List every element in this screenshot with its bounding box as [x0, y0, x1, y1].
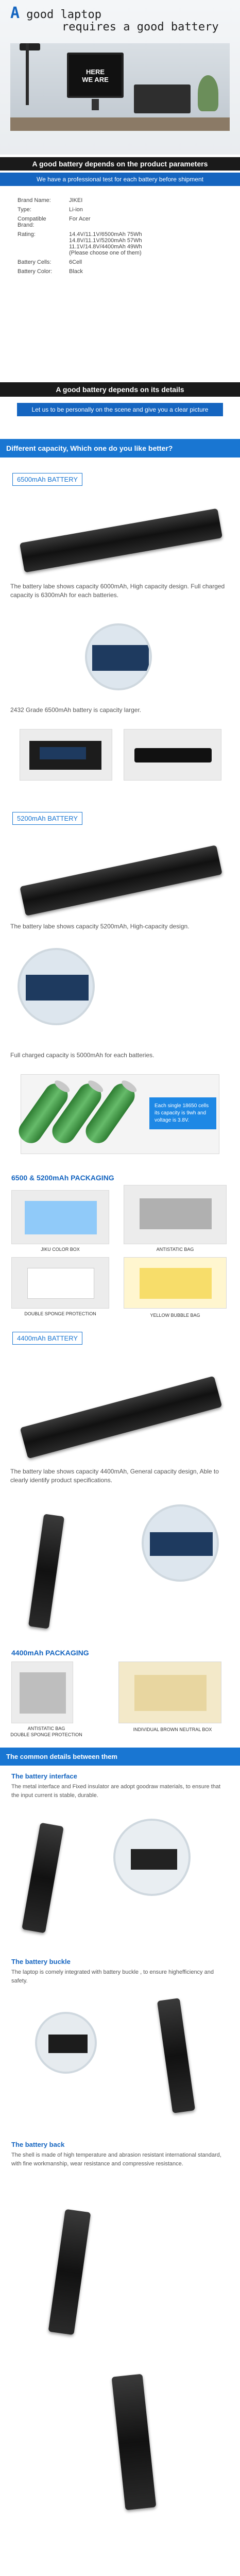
- monitor-image: [67, 53, 124, 98]
- buckle-text: The laptop is comely integrated with battery buckle , to ensure highefficiency and safety.: [11, 1969, 214, 1984]
- battery-5200-image: [20, 845, 222, 916]
- spec-table: [18, 196, 147, 276]
- spec-row: [18, 267, 147, 276]
- cells-text-6500: 2432 Grade 6500mAh battery is capacity larger.: [10, 706, 142, 714]
- plant-image: [198, 75, 218, 111]
- capacity-title: Different capacity, Which one do you like better?: [0, 439, 240, 457]
- packaging-title-2: 4400mAh PACKAGING: [11, 1649, 89, 1657]
- spec-key: Battery Color:: [18, 268, 53, 275]
- pkg2-item-1: ANTISTATIC BAG: [27, 1726, 65, 1731]
- spec-key: Compatible Brand:: [18, 216, 46, 228]
- spec-value: Black: [69, 268, 83, 275]
- pkg2-item-3: INDIVIDUAL BROWN NEUTRAL BOX: [133, 1727, 212, 1732]
- spec-value: JIKEI: [69, 197, 83, 204]
- buckle-zoom: [35, 2012, 97, 2074]
- monitor-text: HERE WE ARE: [82, 68, 109, 83]
- header-banner: [0, 0, 240, 155]
- pkg-item-4: YELLOW BUBBLE BAG: [150, 1313, 200, 1318]
- common-details-title: The common details between them: [0, 1748, 240, 1766]
- antistatic-bag-photo-2: [11, 1662, 73, 1723]
- spec-row: [18, 205, 147, 214]
- label-zoom-4400: [142, 1504, 219, 1582]
- section-heading-details: A good battery depends on its details: [0, 382, 240, 397]
- desk-surface: [10, 117, 230, 131]
- headline-line-2: requires a good battery: [62, 21, 219, 33]
- bubble-bag-photo: [124, 1257, 227, 1309]
- spec-value: 14.4V/11.1V/6500mAh 75Wh 14.8V/11.1V/5200mAh 57Wh 11.1V/14.8V/4400mAh 49Wh (Please choose one of them): [69, 231, 142, 256]
- battery-6500-image: [20, 509, 222, 573]
- spec-key: Brand Name:: [18, 197, 51, 204]
- buckle-heading: The battery buckle: [11, 1958, 71, 1965]
- label-zoom-6500: [85, 623, 152, 690]
- badge-6500: 6500mAh BATTERY: [12, 473, 82, 486]
- spec-row: [18, 196, 147, 205]
- monitor-stand: [92, 99, 99, 110]
- cells-note: Each single 18650 cells its capacity is 9wh and voltage is 3.8V.: [149, 1097, 216, 1129]
- section-heading-parameters: A good battery depends on the product parameters: [0, 157, 240, 171]
- desc-5200: The battery labe shows capacity 5200mAh, High-capacity design.: [10, 923, 190, 930]
- pkg-item-2: ANTISTATIC BAG: [156, 1247, 194, 1252]
- spec-table-section: [0, 191, 240, 340]
- spec-value: Li-ion: [69, 207, 83, 213]
- details-band: Let us to be personally on the scene and give you a clear picture: [17, 403, 223, 416]
- brown-box-photo: [118, 1662, 221, 1723]
- sponge-photo: [11, 1257, 109, 1309]
- headline-line-1: A good laptop: [10, 4, 102, 22]
- back-battery-image-2: [112, 2374, 157, 2511]
- desc-4400: The battery labe shows capacity 4400mAh, General capacity design, Able to clearly identify product specifications.: [10, 1468, 219, 1484]
- interface-text: The metal interface and Fixed insulator are adopt goodraw materials, to ensure that the input current is stable, durable.: [11, 1784, 221, 1799]
- spec-row: [18, 214, 147, 230]
- antistatic-bag-photo: [124, 1185, 227, 1244]
- battery-4400-image: [20, 1376, 222, 1459]
- spec-key: Battery Cells:: [18, 259, 52, 265]
- battery-4400-side-image: [28, 1514, 64, 1629]
- spec-key: Type:: [18, 207, 31, 213]
- desk-scene-image: [10, 43, 230, 131]
- lamp-pole: [26, 43, 29, 105]
- lamp-head: [20, 43, 40, 50]
- interface-heading: The battery interface: [11, 1772, 77, 1780]
- interface-zoom: [113, 1819, 191, 1896]
- color-box-photo: [11, 1190, 109, 1244]
- pkg2-item-2: DOUBLE SPONGE PROTECTION: [10, 1732, 82, 1737]
- spec-value: 6Cell: [69, 259, 82, 265]
- spec-row: [18, 230, 147, 258]
- pkg-item-3: DOUBLE SPONGE PROTECTION: [24, 1311, 96, 1316]
- badge-4400: 4400mAh BATTERY: [12, 1332, 82, 1345]
- interface-battery-image: [22, 1823, 64, 1934]
- back-text: The shell is made of high temperature and abrasion resistant international standard, with fine workmanship, wear resistance and compressive resistance.: [11, 2152, 221, 2167]
- label-photo-6500: [20, 729, 112, 781]
- badge-5200: 5200mAh BATTERY: [12, 812, 82, 825]
- label-zoom-5200: [18, 948, 95, 1025]
- side-photo-6500: [124, 729, 221, 781]
- back-battery-image: [48, 2209, 91, 2335]
- pkg-item-1: JIKU COLOR BOX: [41, 1247, 80, 1252]
- spec-value: For Acer: [69, 216, 91, 222]
- packaging-title-1: 6500 & 5200mAh PACKAGING: [11, 1174, 114, 1182]
- laptop-image: [134, 84, 191, 113]
- desc-6500: The battery labe shows capacity 6000mAh, High capacity design. Full charged capacity is 6300mAh for each batteries.: [10, 583, 225, 599]
- full-5200: Full charged capacity is 5000mAh for each batteries.: [10, 1052, 155, 1059]
- back-heading: The battery back: [11, 2141, 65, 2148]
- shipment-test-band: We have a professional test for each battery before shipment: [0, 173, 240, 186]
- spec-row: [18, 258, 147, 267]
- buckle-battery-image: [157, 1998, 195, 2113]
- spec-key: Rating:: [18, 231, 36, 238]
